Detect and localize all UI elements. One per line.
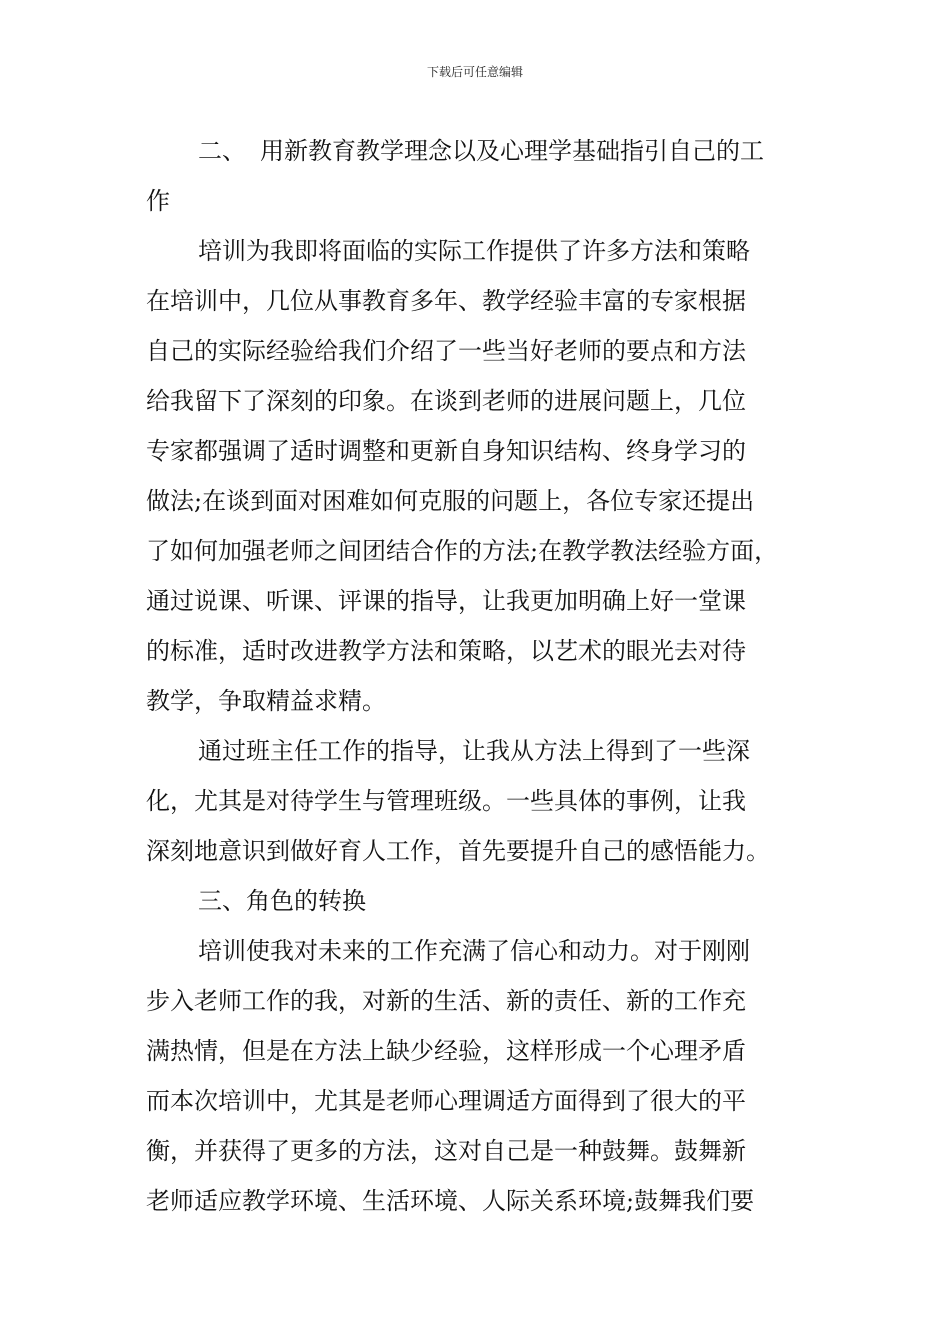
text-line: 了如何加强老师之间团结合作的方法;在教学教法经验方面， (146, 537, 779, 565)
section-number: 二、 (198, 137, 246, 165)
section-heading-3: 三、角色的转换 (198, 887, 366, 915)
text-line: 教学，争取精益求精。 (146, 687, 386, 715)
section-title-continuation: 作 (146, 187, 170, 215)
text-line: 老师适应教学环境、生活环境、人际关系环境;鼓舞我们要 (146, 1187, 755, 1215)
text-line: 培训为我即将面临的实际工作提供了许多方法和策略 (198, 237, 750, 265)
text-line: 的标准，适时改进教学方法和策略，以艺术的眼光去对待 (146, 637, 746, 665)
text-line: 化，尤其是对待学生与管理班级。一些具体的事例，让我 (146, 787, 746, 815)
page-header-note: 下载后可任意编辑 (426, 65, 523, 79)
section-heading-2 (146, 126, 810, 176)
text-line: 而本次培训中，尤其是老师心理调适方面得到了很大的平 (146, 1087, 746, 1115)
section-title: 用新教育教学理念以及心理学基础指引自己的工 (260, 137, 764, 165)
text-line: 专家都强调了适时调整和更新自身知识结构、终身学习的 (146, 437, 746, 465)
text-line: 自己的实际经验给我们介绍了一些当好老师的要点和方法 (146, 337, 746, 365)
paragraph-class-teacher (146, 726, 810, 876)
text-line: 通过班主任工作的指导，让我从方法上得到了一些深 (198, 737, 750, 765)
text-line: 步入老师工作的我，对新的生活、新的责任、新的工作充 (146, 987, 746, 1015)
text-line: 衡，并获得了更多的方法，这对自己是一种鼓舞。鼓舞新 (146, 1137, 746, 1165)
text-line: 在培训中，几位从事教育多年、教学经验丰富的专家根据 (146, 287, 746, 315)
document-body (146, 126, 810, 1226)
paragraph-role-change (146, 926, 810, 1226)
text-line: 培训使我对未来的工作充满了信心和动力。对于刚刚 (198, 937, 750, 965)
text-line: 做法;在谈到面对困难如何克服的问题上，各位专家还提出 (146, 487, 755, 515)
text-line: 深刻地意识到做好育人工作，首先要提升自己的感悟能力。 (146, 837, 770, 865)
paragraph-training-methods (146, 226, 810, 726)
text-line: 通过说课、听课、评课的指导，让我更加明确上好一堂课 (146, 587, 746, 615)
text-line: 满热情，但是在方法上缺少经验，这样形成一个心理矛盾 (146, 1037, 746, 1065)
text-line: 给我留下了深刻的印象。在谈到老师的进展问题上，几位 (146, 387, 746, 415)
